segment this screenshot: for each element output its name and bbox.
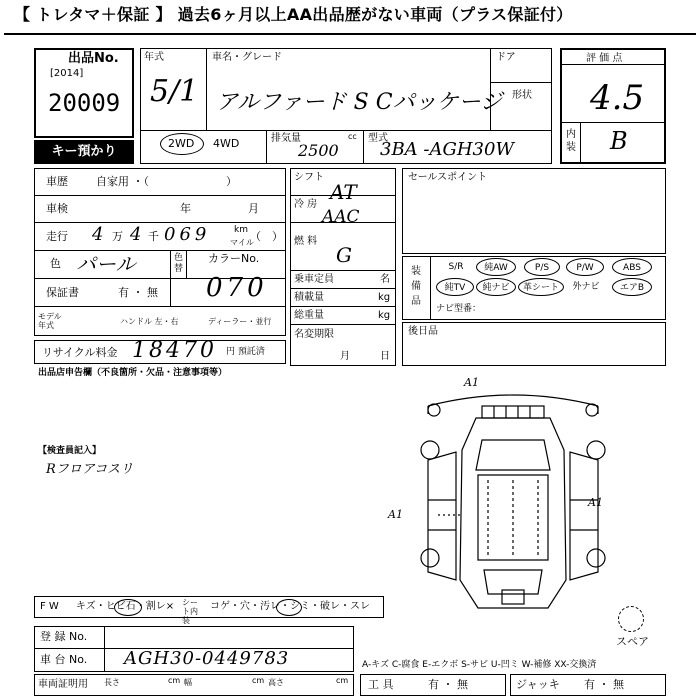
remarks-label: 出品店申告欄（不良箇所・欠品・注意事項等）	[38, 368, 228, 378]
equipment-label: 装備品	[411, 266, 421, 307]
inspector-note: Rフロアコスリ	[46, 462, 134, 477]
color-swap-label: 色替	[174, 253, 184, 274]
key-status-text: キー預かり	[51, 144, 117, 159]
handle-label: ハンドル 左・右	[120, 317, 179, 326]
seat-label: シート内装	[182, 598, 198, 625]
lot-label: 出品No.	[68, 51, 119, 66]
damage-mark-top: A1	[464, 376, 479, 389]
jack-label: ジャッキ	[516, 678, 560, 691]
aircon-value: AAC	[322, 207, 360, 227]
capacity-unit: 名	[380, 274, 390, 285]
lot-number: 20009	[48, 89, 121, 117]
mileage-unit-mile: マイル	[230, 238, 254, 247]
fw-circle	[114, 599, 142, 616]
warranty-options: 有 ・ 無	[118, 286, 158, 299]
weight-label: 総重量	[294, 310, 324, 321]
chassis-label: 車 台 No.	[40, 653, 88, 666]
score-value: 4.5	[590, 78, 645, 118]
type-value: 3BA -AGH30W	[380, 139, 514, 160]
displacement-label: 排気量	[271, 133, 301, 144]
model-year-label: モデル 年式	[38, 312, 62, 330]
score-label: 評 価 点	[586, 53, 623, 64]
warranty-label: 保証書	[46, 286, 79, 299]
mileage-label: 走行	[46, 230, 68, 243]
cert-height-unit: cm	[336, 676, 349, 685]
history-value: 自家用 ・（ ）	[96, 175, 237, 188]
mileage-paren: （ ）	[250, 230, 283, 243]
recycle-value: 18470	[132, 338, 217, 363]
spare-tire-icon	[618, 606, 644, 632]
fw-text: キズ・ヒビ石・割レ×	[76, 601, 175, 612]
tools-label: 工 具	[368, 678, 394, 691]
lot-year: [2014]	[50, 68, 84, 79]
color-value: パール	[76, 252, 136, 276]
history-label: 車歴	[46, 175, 68, 188]
cert-length: 長さ	[104, 678, 120, 687]
inspection-label: 車検	[46, 202, 68, 215]
shift-label: シフト	[294, 172, 324, 183]
damage-legend: A-キズ C-腐食 E-エクボ S-サビ U-凹ミ W-補修 XX-交換済	[362, 660, 597, 670]
name-change-month: 月	[340, 351, 350, 362]
equip-genuine-tv: 純TV	[436, 278, 474, 296]
cert-width-unit: cm	[252, 676, 265, 685]
cert-height: 高さ	[268, 678, 284, 687]
equip-genuine-aw: 純AW	[476, 258, 516, 276]
shift-value: AT	[330, 180, 357, 204]
fuel-value: G	[336, 243, 352, 267]
mileage-sen: 千	[148, 230, 159, 243]
mileage-value-man: 4	[92, 224, 104, 245]
equip-leather-seat: 革シート	[518, 278, 564, 296]
dealer-label: ディーラー・並行	[208, 317, 272, 326]
year-label: 年式	[144, 52, 164, 63]
equip-airbag: エアB	[612, 278, 652, 296]
cert-label: 車両証明用	[38, 679, 88, 690]
page-title: 【 トレタマ＋保証 】 過去6ヶ月以上AA出品歴がない車両（プラス保証付）	[14, 5, 573, 24]
spare-label: スペア	[616, 635, 649, 648]
aircon-label: 冷 房	[294, 199, 318, 210]
seat-text: コゲ・穴・汚レ・シミ・破レ・スレ	[210, 601, 370, 612]
sales-point-label: セールスポイント	[408, 172, 488, 183]
inspection-year: 年	[180, 202, 191, 215]
fw-label: F W	[40, 601, 59, 612]
capacity-label: 乗車定員	[294, 274, 334, 285]
inspection-month: 月	[248, 202, 259, 215]
type-label: 型式	[368, 133, 388, 144]
model-value: アルファード S Cパッケージ	[216, 90, 503, 115]
tools-options: 有 ・ 無	[428, 678, 468, 691]
weight-unit: kg	[378, 310, 391, 321]
later-day-label: 後日品	[408, 326, 438, 337]
load-unit: kg	[378, 292, 391, 303]
displacement-unit: cc	[348, 132, 357, 141]
name-change-label: 名変期限	[294, 329, 334, 340]
later-day-box	[402, 322, 666, 366]
mileage-value-sen: 4	[130, 224, 142, 245]
equip-pw: P/W	[566, 258, 604, 276]
shape-label: 形状	[512, 90, 532, 101]
navi-model-label: ナビ型番：	[436, 304, 482, 314]
year-value: 5/1	[150, 74, 199, 109]
mileage-unit-km: km	[234, 225, 248, 235]
color-no-value: 070	[206, 273, 268, 303]
interior-label: 内装	[566, 129, 576, 153]
cert-length-unit: cm	[168, 676, 181, 685]
equip-genuine-navi: 純ナビ	[476, 278, 516, 296]
damage-mark-right: A1	[588, 496, 603, 509]
drive-4wd: 4WD	[213, 137, 240, 150]
door-label: ドア	[496, 52, 516, 63]
chassis-value: AGH30-0449783	[124, 648, 290, 669]
drive-2wd: 2WD	[168, 137, 195, 150]
mileage-value-rest: 069	[164, 224, 211, 245]
equip-sr: S/R	[448, 262, 464, 272]
inspector-label: 【検査員記入】	[38, 446, 102, 456]
fuel-label: 燃 料	[294, 236, 318, 247]
damage-mark-left: A1	[388, 508, 403, 521]
seat-circle	[276, 599, 302, 616]
registration-label: 登 録 No.	[40, 630, 88, 643]
model-label: 車名・グレード	[212, 52, 282, 63]
interior-value: B	[610, 127, 628, 155]
equip-abs: ABS	[612, 258, 652, 276]
name-change-day: 日	[380, 351, 390, 362]
displacement-value: 2500	[298, 141, 339, 160]
jack-options: 有 ・ 無	[584, 678, 624, 691]
recycle-unit: 円 預託済	[226, 347, 265, 357]
equip-aftermarket-navi: 外ナビ	[572, 282, 600, 292]
load-label: 積載量	[294, 292, 324, 303]
recycle-label: リサイクル料金	[42, 346, 118, 359]
color-label: 色	[50, 257, 61, 270]
color-no-label: カラーNo.	[208, 252, 260, 265]
mileage-man: 万	[112, 230, 123, 243]
header-rule	[4, 33, 696, 35]
equip-ps: P/S	[524, 258, 560, 276]
cert-width: 幅	[184, 678, 192, 687]
